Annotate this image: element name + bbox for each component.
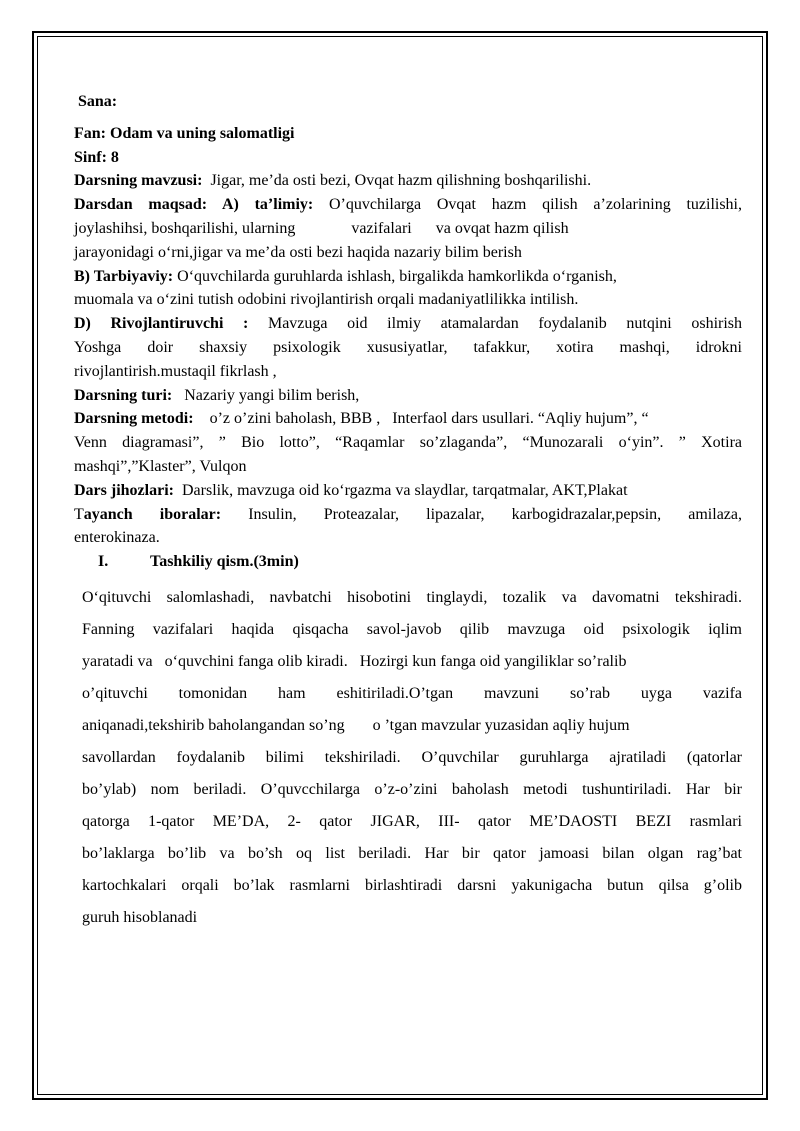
method-label: Darsning metodi: xyxy=(74,410,194,428)
keywords-line-1: Tayanch iboralar: Insulin, Proteazalar, lipazalar, karbogidrazalar,pepsin, amilaza, xyxy=(74,505,742,523)
equipment-label: Dars jihozlari: xyxy=(74,481,174,499)
paragraph-line: O‘qituvchi salomlashadi, navbatchi hisobotini tinglaydi, tozalik va davomatni tekshiradi. xyxy=(82,588,742,606)
goal-line-2: joylashihsi, boshqarilishi, ularning vazifalari va ovqat hazm qilish xyxy=(74,219,569,237)
development-line-3: rivojlantirish.mustaqil fikrlash , xyxy=(74,362,277,380)
keywords-line-2: enterokinaza. xyxy=(74,529,160,547)
paragraph-line: yaratadi va o‘quvchini fanga olib kiradi. Hozirgi kun fanga oid yangiliklar so’ralib xyxy=(82,652,627,670)
section-heading xyxy=(98,550,742,574)
upbringing-line-1: B) Tarbiyaviy: O‘quvchilarda guruhlarda ishlash, birgalikda hamkorlikda o‘rganish, xyxy=(74,267,617,285)
topic-line xyxy=(74,169,742,193)
paragraph-line: o’qituvchi tomonidan ham eshitiriladi.O’tgan mavzuni so’rab uyga vazifa xyxy=(82,684,742,702)
equipment-line: Dars jihozlari: Darslik, mavzuga oid ko‘rgazma va slaydlar, tarqatmalar, AKT,Plakat xyxy=(74,481,628,499)
goal-line-1: Darsdan maqsad: A) ta’limiy: O’quvchilarga Ovqat hazm qilish a’zolarining tuzilishi, xyxy=(74,196,743,214)
subject-line: Fan: Odam va uning salomatligi xyxy=(74,124,295,142)
section-title: Tashkiliy qism.(3min) xyxy=(150,553,299,571)
paragraph-line: qatorga 1-qator ME’DA, 2- qator JIGAR, III- qator ME’DAOSTI BEZI rasmlari xyxy=(82,812,742,830)
lesson-type-line: Darsning turi: Nazariy yangi bilim berish, xyxy=(74,386,360,404)
paragraph-line: kartochkalari orqali bo’lak rasmlarni birlashtiradi darsni yakunigacha butun qilsa g’olib xyxy=(82,876,742,894)
lesson-type-label: Darsning turi: xyxy=(74,386,173,404)
paragraph-line: Fanning vazifalari haqida qisqacha savol-javob qilib mavzuga oid psixologik iqlim xyxy=(82,620,742,638)
upbringing-line-2: muomala va o‘zini tutish odobini rivojlantirish orqali madaniyatlilikka intilish. xyxy=(74,291,579,309)
upbringing-label: B) Tarbiyaviy: xyxy=(74,267,174,285)
section-number: I. xyxy=(98,553,109,571)
method-line-2: Venn diagramasi”, ” Bio lotto”, “Raqamlar so’zlaganda”, “Munozarali o‘yin”. ” Xotira xyxy=(74,434,742,452)
topic-value: Jigar, me’da osti bezi, Ovqat hazm qilishning boshqarilishi. xyxy=(210,172,592,190)
paragraph-line: aniqanadi,tekshirib baholangandan so’ng o ’tgan mavzular yuzasidan aqliy hujum xyxy=(82,716,630,734)
goal-line-3: jarayonidagi o‘rni,jigar va me’da osti bezi haqida nazariy bilim berish xyxy=(74,243,522,261)
method-line-1: Darsning metodi: o’z o’zini baholash, BBB , Interfaol dars usullari. “Aqliy hujum”, “ xyxy=(74,410,649,428)
method-line-3: mashqi”,”Klaster”, Vulqon xyxy=(74,457,247,475)
paragraph-line: bo’laklarga bo’lib va bo’sh oq list beriladi. Har bir qator jamoasi bilan olgan rag’bat xyxy=(82,844,742,862)
keywords-label: ayanch iboralar: xyxy=(83,505,222,523)
development-line-2: Yoshga doir shaxsiy psixologik xususiyatlar, tafakkur, xotira mashqi, idrokni xyxy=(74,338,742,356)
development-label: D) Rivojlantiruvchi : xyxy=(74,315,249,333)
section-paragraph xyxy=(82,582,742,934)
lesson-plan xyxy=(74,90,742,934)
paragraph-line: savollardan foydalanib bilimi tekshiriladi. O’quvchilar guruhlarga ajratiladi (qatorlar xyxy=(82,748,742,766)
paragraph-line: guruh hisoblanadi xyxy=(82,908,198,926)
date-label: Sana: xyxy=(78,93,118,110)
paragraph-line: bo’ylab) nom beriladi. O’quvcchilarga o’z-o’zini baholash metodi tushuntiriladi. Har bir xyxy=(82,780,742,798)
goal-label: Darsdan maqsad: A) ta’limiy: xyxy=(74,196,314,214)
grade-line: Sinf: 8 xyxy=(74,148,119,166)
development-line-1: D) Rivojlantiruvchi : Mavzuga oid ilmiy atamalardan foydalanib nutqini oshirish xyxy=(74,315,743,333)
topic-label: Darsning mavzusi: xyxy=(74,172,203,190)
